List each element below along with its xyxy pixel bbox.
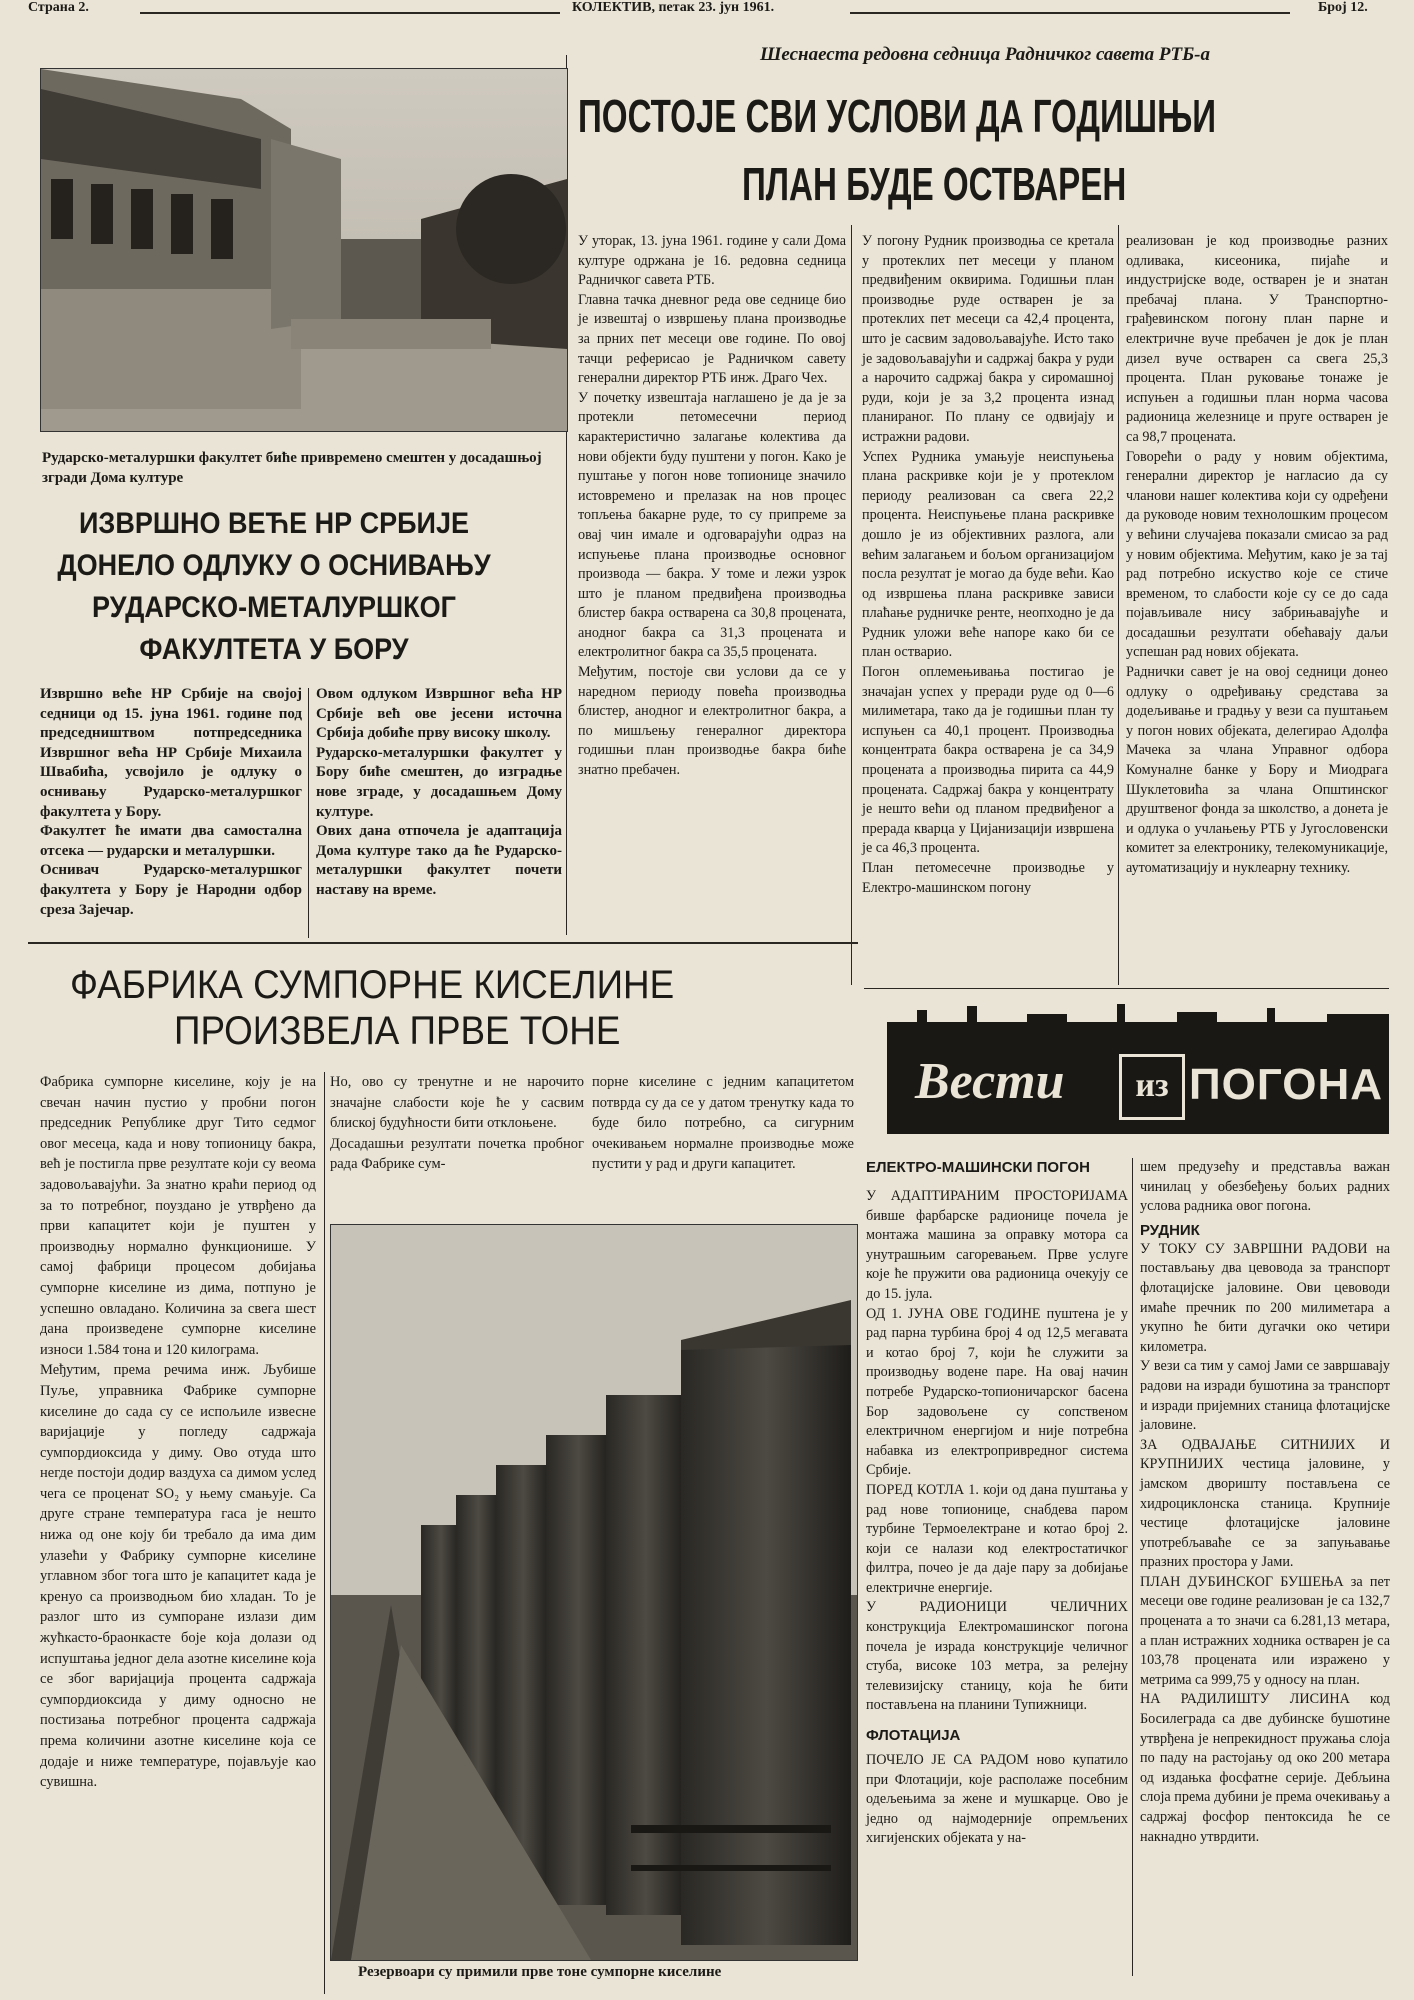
news-item: У АДАПТИРАНИМ ПРОСТОРИЈАМА бивше фарбарске радионице почела је монтажа машина за оправку мотора са унутрашњим сагоревањем. Прве услуге које ће пружити ова радионица очекују се до 15. јула. ОД 1. ЈУНА ОВЕ ГОДИНЕ пуштена је у рад парна турбина број 4 од 12,5 мегавата и котао број 7, који ће служити за производњу водене паре. На овај начин потребе Рударско-топионичарског басена Бор задовољене су сопственом електричном енергијом и није потребна набавка из електропривредног система Србије. ПОРЕД КОТЛА 1. који од дана пуштања у рад нове топионице, снабдева паром турбине Термоелектране и котао број 2. који се налази код електростатичког филтра, почео је да даје пару за добијање електричне енергије. У РАДИОНИЦИ ЧЕЛИЧНИХ конструкција Електромашинског погона почела је израда конструкције челичног стуба, високе 103 метра, за релејну телевизијску станицу, која ће бити постављена на планини Тупижници. (866, 1188, 1128, 1714)
factory-skyline-icon (887, 1000, 1389, 1040)
acid-headline-line2: ПРОИЗВЕЛА ПРВЕ ТОНЕ (174, 1009, 621, 1053)
news-col1 (866, 1158, 1128, 1849)
headline-line: РУДАРСКО-МЕТАЛУРШКОГ (92, 591, 456, 624)
council-article-col2: У погону Рудник производња се кретала у протеклих пет месеци у планом предвиђеним оквирима. Годишњи план производње руде остварен је за протеклих пет месеци са 42,4 процента, што је сасвим задовољавајуће. Исто тако је задовољавајући и садржај бакра у руди а нарочито садржај бакра у сиромашној руди, који је за 3,2 процента изнад планираног. По плану се одвијају и истражни радови. Успех Рудника умањује неиспуњења плана раскривке који је у протеклом периоду реализован са свега 22,2 процента. Неиспуњење плана раскривке дошло је из објективних разлога, али већим залагањем и бољом организацијом посла резултат је могао да буде већи. Као од извршења плана раскривке зависи плаћање рудничке ренте, неопходно је да Рудник уложи веће напоре како би се план остварио. Погон оплемењивања постигао је значајан успех у преради руде од 0—6 милиметара, тако да је годишњи план ту испуњен са 40,1 процент. Производња концентрата бакра остварена је са 34,9 процената а производња пирита са 44,9 процената. Садржај бакра у концентрату је нешто већи од планом предвиђеног а прерада кварца у Цијанизацији извршена је са 46,3 процента. План петомесечне производње у Електро-машинском погону (862, 233, 1114, 896)
faculty-article-col2: Овом одлуком Извршног већа НР Србије већ ове јесени источна Србија добиће прву високу школу. Рударско-металуршки факултет у Бору биће смештен, до изградње нове зграде, у досадашњем Дому културе. Ових дана отпочела је адаптација Дома културе тако да ће Рударско-металуршки факултет почети наставу на време. (316, 686, 562, 898)
news-item: У ТОКУ СУ ЗАВРШНИ РАДОВИ на постављању два цевовода за транспорт флотацијске јаловине. Ови цевоводи имаће пречник по 200 милиметара а укупно ће бити дугачки око четири километра. У вези са тим у самој Јами се завршавају радови на изради бушотина за транспорт и изради пријемних станица флотацијске јаловине. ЗА ОДВАЈАЊЕ СИТНИЈИХ И КРУПНИЈИХ честица јаловине, у јамском дворишту постављена се хидроциклонска станица. Крупније честице флотацијске јаловине употребљаваће се за запуњавање празних простора у Јами. ПЛАН ДУБИНСКОГ БУШЕЊА за пет месеци ове године реализован је са 132,7 процената а то значи са 6.281,13 метара, а план истражних ходника остварен је са 103,78 процената или изражено у метрима са 999,75 у односу на план. НА РАДИЛИШТУ ЛИСИНА код Босилеграда са две дубинске бушотине утврђена је непрекидност пружања слоја по паду на растојању од око 200 метара од издањка фосфатне серије. Дебљина слоја према дубини је према очекивању а садржај фосфор пентоксида ће се накнадно утврдити. (1140, 1240, 1390, 1845)
section-divider (28, 942, 858, 944)
column-divider (851, 225, 852, 985)
council-article-col1: У уторак, 13. јуна 1961. године у сали Дома културе одржана је 16. редовна седница Радничког савета РТБ. Главна тачка дневног реда ове седнице био је извештај о извршењу плана производње за прних пет месеци ове године. По овој тачци реферисао је Радничком савету генерални директор РТБ инж. Драго Чех. У почетку извештаја наглашено је да је за протекли петомесечни период карактеристично залагање колектива да нови објекти буду пуштени у погон. Како је пуштање у погон нове топионице значило истовремено и прелазак на нов процес топљења бакарне руде, то су припреме за овај чин имале и одговарајући одраз на испуњење плана производње основног производа — бакра. У томе и лежи узрок што је планом предвиђена производња блистер бакра остварена са 30,8 процената, анодног бакра са 31,3 процената и електролитног бакра са 35,5 процената. Међутим, постоје сви услови да се у наредном периоду повећа производња блистер, анодног и електролитног бакра, а по мишљењу генералног директора годишњи план производње бакра биће знатно пребачен. (578, 233, 846, 779)
headline-line: ИЗВРШНО ВЕЋЕ НР СРБИЈЕ (79, 507, 469, 540)
news-banner-word1: Вести (915, 1053, 1065, 1110)
news-heading: ФЛОТАЦИЈА (866, 1727, 961, 1745)
faculty-article-col1: Извршно веће НР Србије на својој седници од 15. јуна 1961. године под председништвом потпредседника Извршног већа НР Србије Михаила Швабића, усвојило је одлуку о оснивању Рударско-металуршког факултета у Бору. Факултет ће имати два самостална отсека — рударски и металуршки. Оснивач Рударско-металуршког факултета у Бору је Народни одбор среза Зајечар. (40, 686, 302, 918)
council-headline-line2: ПЛАН БУДЕ ОСТВАРЕН (742, 158, 1127, 210)
acid-article-col3: порне киселине с једним капацитетом потврда су да се у датом тренутку када то буде било потребно, са сигурним очекивањем нормалне производње може пустити у рад и други капацитет. (592, 1074, 854, 1173)
column-divider (1118, 225, 1119, 985)
faculty-building-photo (40, 68, 568, 432)
council-article-col3: реализован је код производње разних одливака, кисеоника, пијаће и индустријске воде, остварен је и знатан пребачај плана. У Транспортно-грађевинском погону план парне и електричне вуче пребачен је док је план дизел вуче остварен са свега 25,3 процента. План руковање тонаже је испуњен а годишњи план норма часова радионица железнице и пруге остварен је са 98,7 процената. Говорећи о раду у новим објектима, генерални директор је нагласио да су чланови нашег колектива који су одређени да руководе новим технолошким процесом у већини случајева показали смисао за рад у новим објектима. Међутим, како је за тај рад потребно искуство које се стиче временом, то слабости које су се до сада појављивале нису забрињавајуће и досадашњи резултати обећавају даљи успешан рад нових објеката. Раднички савет је на овој седници донео одлуку о одређивању средстава за додељивање и градњу у вези са пуштањем у погон нових објеката, делегирао Адолфа Мачека за члана Управног одбора Комуналне банке у Бору и Миодрага Шуклетовића за члана Општинског друштвеног фонда за школство, а донета је и одлука о учлањењу РТБ у Југословенски комитет за електронику, телекомуникације, аутоматизацију и нуклеарну технику. (1126, 233, 1388, 876)
news-item: шем предузећу и представља важан чинилац у обезбеђењу бољих радних услова радника овог погона. (1140, 1159, 1390, 1215)
news-col2 (1140, 1158, 1390, 1847)
column-divider (1132, 1158, 1133, 1976)
acid-tanks-photo (330, 1224, 858, 1961)
faculty-photo-caption: Рударско-металуршки факултет биће привремено смештен у досадашњој згради Дома културе (42, 450, 542, 486)
column-divider (308, 688, 309, 938)
council-kicker: Шеснаеста редовна седница Радничког савета РТБ-а (760, 44, 1210, 65)
faculty-headline (40, 503, 560, 671)
section-divider (864, 988, 1389, 989)
acid-article-col2: Но, ово су тренутне и не нарочито значајне слабости које ће у сасвим блиској будућности бити отклоњене. Досадашњи резултати почетка пробног рада Фабрике сум- (330, 1074, 584, 1173)
issue-number: Број 12. (1318, 0, 1368, 15)
news-banner (887, 1000, 1389, 1134)
council-headline-line1: ПОСТОЈЕ СВИ УСЛОВИ ДА ГОДИШЊИ (578, 90, 1217, 142)
headline-line: ДОНЕЛО ОДЛУКУ О ОСНИВАЊУ (57, 549, 491, 582)
column-divider (324, 1072, 325, 1994)
news-item: ПОЧЕЛО ЈЕ СА РАДОМ ново купатило при Флотацији, које располаже посебним одељењима за жене и мушкарце. Ово је једно од најмодерније опремљених хигијенских објеката у на- (866, 1752, 1128, 1847)
acid-photo-caption: Резервоари су примили прве тоне сумпорне киселине (358, 1964, 722, 1980)
masthead-rule-right (850, 12, 1290, 14)
news-banner-word2: из (1119, 1054, 1185, 1120)
news-heading: ЕЛЕКТРО-МАШИНСКИ ПОГОН (866, 1159, 1090, 1176)
acid-article-col1: Фабрика сумпорне киселине, коју је на свечан начин пустио у пробни погон председник Републике друг Тито седмог овог месеца, када и нову топионицу бакра, већ је постигла прве резултате који су веома задовољавајући. За знатно краћи период од за то потребног, поуздано је утврђено да први капацитет који је пуштен у производњу нормално функционише. У самој фабрици процесом добијања сумпорне киселине из дима, потпуно је успешно овладано. Количина за свега шест дана произведене сумпорне киселине износи 1.584 тона и 120 килограма. Међутим, према речима инж. Љубише Пуље, управника Фабрике сумпорне киселине до сада су се испољиле извесне варијације у погледу садржаја сумпордиоксида у диму. Ово отуда што негде постоји додир ваздуха са димом услед чега се проценат SO₂ у њему смањује. Са друге стране температура гаса је нешто нижа од оне коју би требало да има дим улазећи у Фабрику сумпорне киселине углавном због тога што је капацитет када је кренуо са производњом био хладан. То је разлог што из сумпоране излази дим жућкасто-браонкасте боје која долази од испуштања једног дела азотне киселине која се због варијација процента садржаја сумпордиоксида у диму односно не постизања потребног процента садржаја према количини азотне киселине која се додаје и ниже температуре, појављује као сувишна. (40, 1074, 316, 1791)
acid-headline-line1: ФАБРИКА СУМПОРНЕ КИСЕЛИНЕ (70, 963, 675, 1007)
masthead-rule-left (140, 12, 560, 14)
news-heading: РУДНИК (1140, 1221, 1200, 1239)
headline-line: ФАКУЛТЕТА У БОРУ (139, 633, 409, 666)
page-number: Страна 2. (28, 0, 89, 15)
issue-line: КОЛЕКТИВ, петак 23. јун 1961. (572, 0, 775, 15)
news-banner-word3: ПОГОНА (1189, 1060, 1383, 1109)
